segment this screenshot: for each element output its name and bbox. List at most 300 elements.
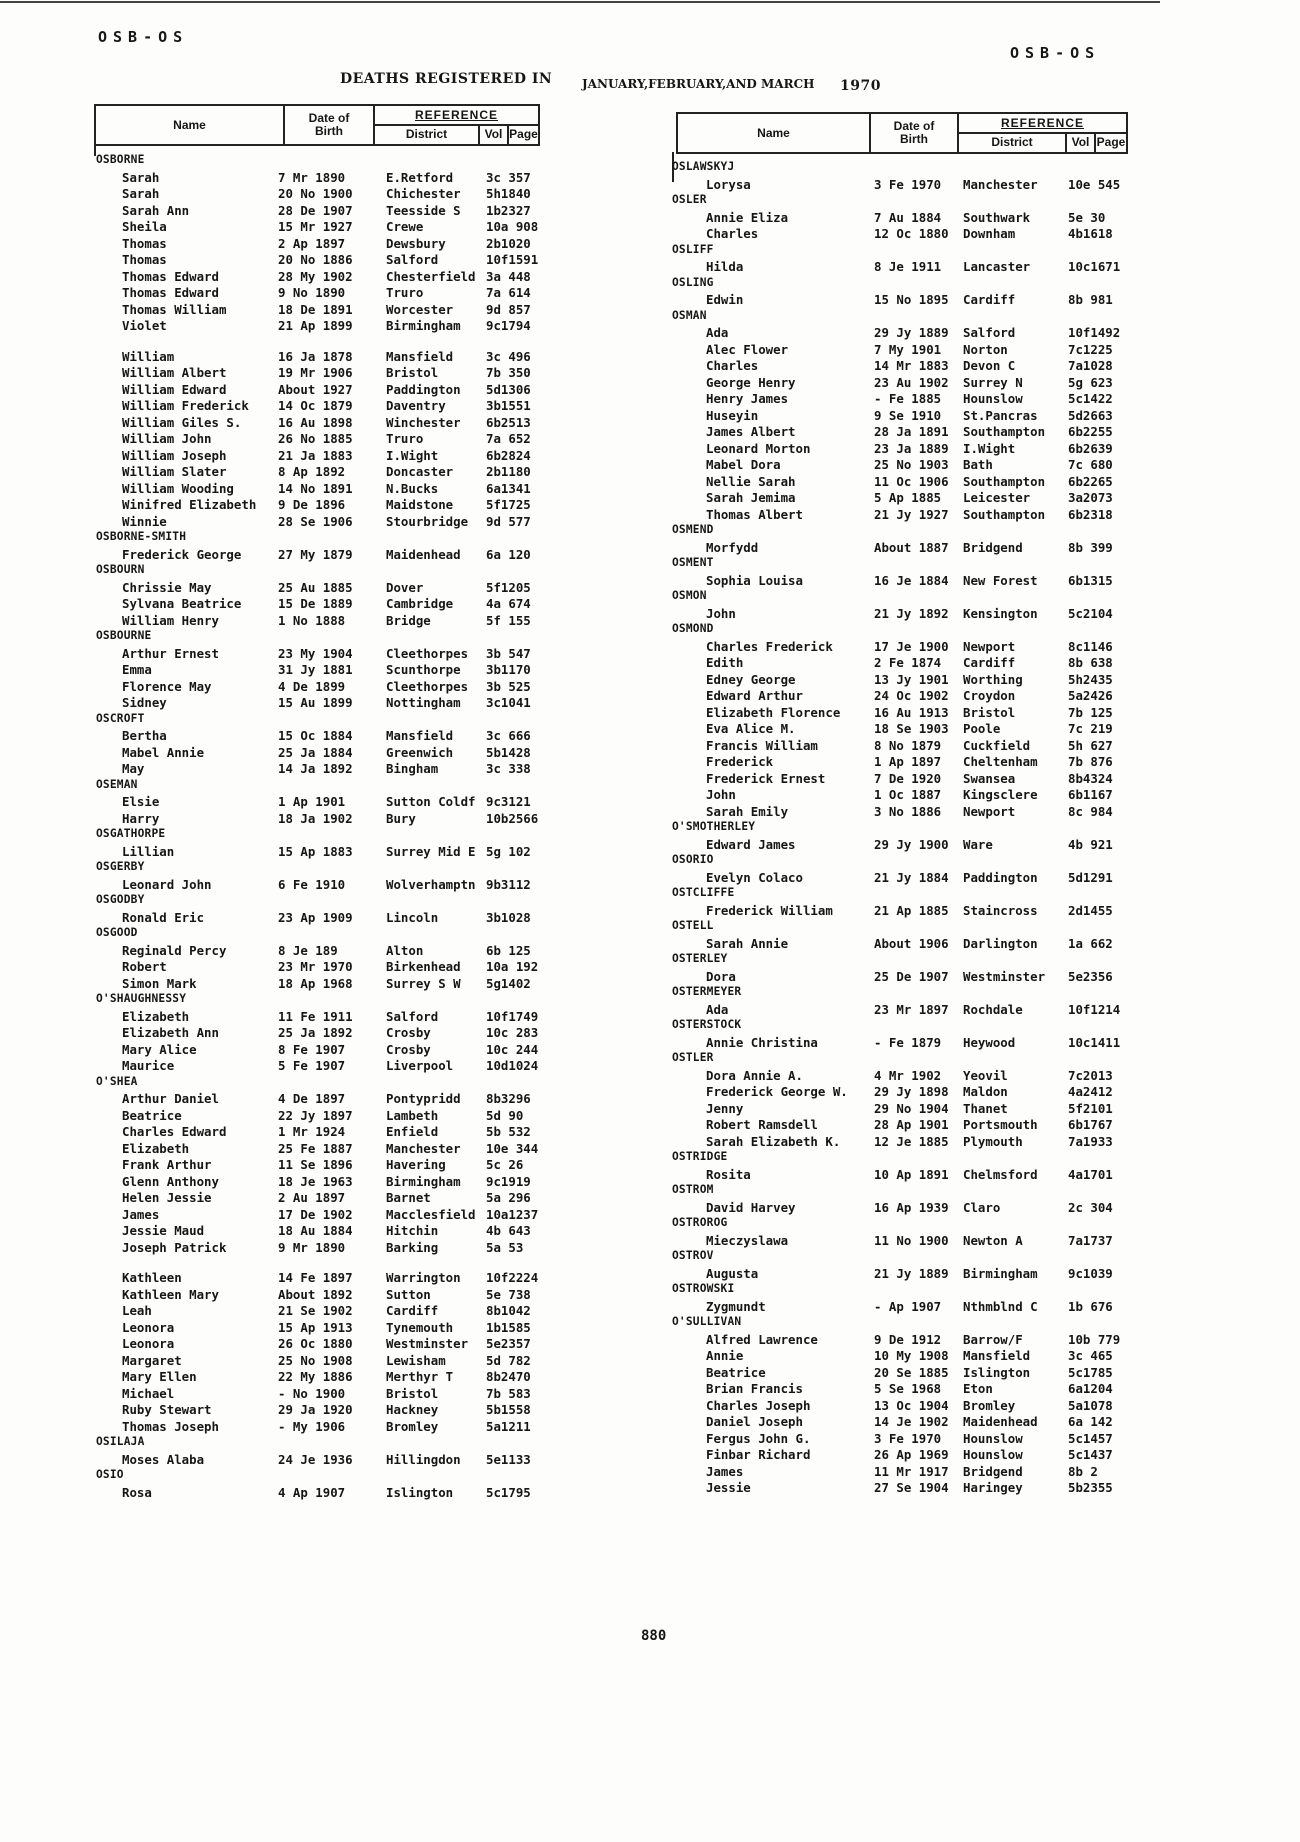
- entry-district: Newton A: [963, 1232, 1023, 1248]
- entry-reference: 6b2318: [1068, 506, 1113, 522]
- entry-date-of-birth: About 1887: [874, 539, 949, 555]
- entry-name: Mabel Dora: [706, 457, 781, 472]
- entry-name: Thomas Edward: [122, 268, 219, 284]
- entry-reference: 9c1919: [486, 1173, 531, 1189]
- entry-row: [676, 1348, 1136, 1365]
- entry-reference: 6b 125: [486, 942, 531, 958]
- surname-heading: [672, 1216, 1136, 1233]
- surname-heading: [672, 275, 1136, 293]
- entry-district: Bristol: [386, 1385, 439, 1401]
- entry-date-of-birth: 15 Oc 1884: [278, 728, 353, 743]
- entry-row: [676, 1068, 1136, 1085]
- entry-name: Mieczyslawa: [706, 1232, 789, 1248]
- entry-row: [94, 497, 554, 514]
- entry-date-of-birth: 9 Se 1910: [874, 407, 942, 423]
- entry-date-of-birth: 2 Au 1897: [278, 1190, 346, 1205]
- entry-reference: 3b1170: [486, 662, 531, 677]
- entry-district: N.Bucks: [386, 480, 439, 496]
- entry-name: Francis William: [706, 737, 818, 753]
- entry-date-of-birth: 18 Se 1903: [874, 721, 949, 736]
- entry-name: Bertha: [122, 728, 167, 743]
- entry-date-of-birth: 4 Ap 1907: [278, 1484, 346, 1500]
- entry-date-of-birth: 17 Je 1900: [874, 638, 949, 654]
- entry-row: [94, 1042, 554, 1059]
- entry-reference: 4a 674: [486, 596, 531, 611]
- entry-name: Sidney: [122, 695, 167, 710]
- entry-row: [676, 490, 1136, 507]
- entry-date-of-birth: 1 Mr 1924: [278, 1124, 346, 1139]
- entry-row: [94, 415, 554, 432]
- surname-heading: [672, 985, 1136, 1002]
- entry-district: Warrington: [386, 1270, 461, 1285]
- entry-reference: 7a 652: [486, 431, 531, 446]
- entry-district: Stourbridge: [386, 513, 469, 529]
- entry-name: Augusta: [706, 1265, 759, 1281]
- entry-district: Surrey N: [963, 374, 1023, 390]
- surname-heading: [672, 523, 1136, 540]
- surname-label: OSMEND: [672, 523, 714, 536]
- entry-reference: 4a1701: [1068, 1166, 1113, 1182]
- entry-district: New Forest: [963, 572, 1038, 588]
- entry-row: [94, 1303, 554, 1320]
- entry-reference: 5a1078: [1068, 1397, 1113, 1413]
- entry-row: [94, 1386, 554, 1403]
- entry-date-of-birth: 1 No 1888: [278, 612, 346, 628]
- entry-date-of-birth: 23 Ja 1889: [874, 440, 949, 456]
- entry-date-of-birth: - Ap 1907: [874, 1298, 942, 1314]
- entry-district: Mansfield: [386, 348, 454, 364]
- entry-district: Rochdale: [963, 1001, 1023, 1017]
- entry-reference: 10c1671: [1068, 259, 1121, 274]
- entry-reference: 5h 627: [1068, 737, 1113, 753]
- entry-row: [94, 811, 554, 828]
- entry-reference: 3b1551: [486, 398, 531, 413]
- entry-row: [94, 613, 554, 630]
- entry-name: May: [122, 761, 145, 776]
- entry-reference: 5g1402: [486, 975, 531, 991]
- entry-date-of-birth: 21 Jy 1927: [874, 506, 949, 522]
- entry-row: [676, 1299, 1136, 1316]
- entry-reference: 5e2356: [1068, 968, 1113, 984]
- surname-heading: [672, 589, 1136, 606]
- entry-date-of-birth: 29 Ja 1920: [278, 1402, 353, 1417]
- entry-row: [94, 662, 554, 679]
- entry-row: [676, 226, 1136, 243]
- entry-district: Scunthorpe: [386, 662, 461, 677]
- entry-name: William Henry: [122, 612, 219, 628]
- entry-name: Kathleen: [122, 1270, 182, 1285]
- entry-district: Portsmouth: [963, 1117, 1038, 1132]
- entry-name: Frederick William: [706, 902, 833, 918]
- entry-name: George Henry: [706, 374, 796, 390]
- entry-district: Mansfield: [386, 728, 454, 743]
- entry-name: Simon Mark: [122, 975, 197, 991]
- entry-row: [94, 318, 554, 335]
- entry-reference: 9b3112: [486, 876, 531, 892]
- entry-reference: 3c 496: [486, 348, 531, 364]
- entry-district: Ware: [963, 836, 993, 852]
- entry-date-of-birth: 12 Je 1885: [874, 1133, 949, 1149]
- entry-row: [676, 424, 1136, 441]
- entry-name: Evelyn Colaco: [706, 869, 803, 885]
- entry-district: Surrey S W: [386, 975, 461, 991]
- entry-reference: 10a 192: [486, 959, 539, 974]
- surname-label: OSTROROG: [672, 1216, 728, 1229]
- entry-district: Lancaster: [963, 259, 1031, 274]
- entry-reference: 8b 981: [1068, 292, 1113, 307]
- entry-date-of-birth: 24 Oc 1902: [874, 688, 949, 703]
- entry-district: Hillingdon: [386, 1451, 461, 1467]
- entry-row: [94, 1174, 554, 1191]
- entry-date-of-birth: 14 Mr 1883: [874, 358, 949, 373]
- entry-date-of-birth: 1 Ap 1897: [874, 754, 942, 769]
- entry-district: Maidstone: [386, 497, 454, 512]
- entry-row: [94, 1402, 554, 1419]
- entry-row: [94, 646, 554, 663]
- entry-name: Robert Ramsdell: [706, 1117, 818, 1132]
- entry-row: [94, 877, 554, 894]
- surname-label: OSMOND: [672, 622, 714, 635]
- entry-row: [676, 870, 1136, 887]
- entry-reference: 5a 53: [486, 1239, 524, 1255]
- entry-reference: 6b1167: [1068, 787, 1113, 802]
- entry-reference: 10c 283: [486, 1025, 539, 1040]
- entry-name: John: [706, 787, 736, 802]
- entry-name: Elizabeth: [122, 1008, 190, 1024]
- surname-heading: [672, 886, 1136, 903]
- entry-row: [94, 1287, 554, 1304]
- entry-reference: 5b1428: [486, 744, 531, 760]
- entry-reference: 5d2663: [1068, 407, 1113, 423]
- entry-name: Lillian: [122, 843, 175, 859]
- entry-district: Worthing: [963, 671, 1023, 687]
- entry-reference: 5b1558: [486, 1402, 531, 1417]
- entry-date-of-birth: 20 No 1900: [278, 186, 353, 201]
- entry-row: [676, 639, 1136, 656]
- entry-district: Downham: [963, 226, 1016, 241]
- entry-row: [676, 342, 1136, 359]
- entry-reference: 4b1618: [1068, 226, 1113, 241]
- surname-label: OSBORNE: [96, 153, 145, 166]
- surname-label: OSTRIDGE: [672, 1150, 728, 1163]
- entry-date-of-birth: 16 Ja 1878: [278, 348, 353, 364]
- entry-date-of-birth: - My 1906: [278, 1418, 346, 1434]
- entry-name: Charles: [706, 226, 759, 241]
- entry-date-of-birth: 1 Oc 1887: [874, 787, 942, 802]
- entry-reference: 4a2412: [1068, 1084, 1113, 1099]
- entry-name: Morfydd: [706, 539, 759, 555]
- entry-reference: 5e 738: [486, 1286, 531, 1302]
- surname-label: OSTELL: [672, 919, 714, 932]
- surname-label: OSTROWSKI: [672, 1282, 735, 1295]
- surname-heading: [94, 629, 554, 646]
- entry-row: [676, 804, 1136, 821]
- surname-heading: [672, 1315, 1136, 1332]
- entry-district: Macclesfield: [386, 1206, 476, 1222]
- entry-reference: 5c1457: [1068, 1430, 1113, 1446]
- entry-row: [676, 1101, 1136, 1118]
- entry-date-of-birth: 28 De 1907: [278, 202, 353, 218]
- entry-row: [676, 1002, 1136, 1019]
- code-right: OSB-OS: [1010, 44, 1101, 62]
- entry-name: Annie Christina: [706, 1034, 818, 1050]
- entry-district: Surrey Mid E: [386, 843, 476, 859]
- entry-reference: 7a1933: [1068, 1133, 1113, 1149]
- header-vol: Vol: [1071, 135, 1090, 149]
- entry-district: Manchester: [963, 176, 1038, 192]
- entry-name: Violet: [122, 318, 167, 333]
- entry-reference: 2c 304: [1068, 1199, 1113, 1215]
- entry-district: Liverpool: [386, 1058, 454, 1073]
- surname-label: OSTROV: [672, 1249, 714, 1262]
- entry-name: Winifred Elizabeth: [122, 497, 257, 512]
- entry-row: [94, 448, 554, 465]
- right-entries: [672, 160, 1136, 1497]
- entry-date-of-birth: 7 De 1920: [874, 770, 942, 786]
- entry-name: Mary Ellen: [122, 1369, 197, 1384]
- entry-district: Dewsbury: [386, 235, 446, 251]
- entry-reference: 6b2824: [486, 447, 531, 463]
- entry-district: Barking: [386, 1239, 439, 1255]
- entry-date-of-birth: 4 De 1899: [278, 678, 346, 694]
- entry-name: Glenn Anthony: [122, 1173, 219, 1189]
- entry-reference: 3a2073: [1068, 490, 1113, 505]
- entry-reference: 6b1315: [1068, 572, 1113, 588]
- entry-reference: 5c2104: [1068, 605, 1113, 621]
- surname-heading: [94, 1075, 554, 1092]
- entry-district: Hitchin: [386, 1223, 439, 1238]
- entry-name: Henry James: [706, 391, 789, 406]
- entry-name: William Edward: [122, 381, 227, 397]
- entry-name: Lorysa: [706, 176, 751, 192]
- entry-name: Beatrice: [122, 1107, 182, 1123]
- entry-name: James Albert: [706, 424, 796, 439]
- surname-heading: [672, 1150, 1136, 1167]
- entry-date-of-birth: 9 De 1912: [874, 1331, 942, 1347]
- entry-date-of-birth: 12 Oc 1880: [874, 226, 949, 241]
- surname-heading: [672, 242, 1136, 260]
- entry-date-of-birth: 15 Au 1899: [278, 695, 353, 710]
- entry-row: [94, 1141, 554, 1158]
- entry-date-of-birth: 16 Au 1913: [874, 704, 949, 720]
- surname-heading: [672, 1282, 1136, 1299]
- entry-row: [94, 976, 554, 993]
- entry-district: Maidenhead: [963, 1414, 1038, 1429]
- entry-row: [94, 679, 554, 696]
- entry-date-of-birth: 15 Ap 1913: [278, 1319, 353, 1335]
- entry-row: [94, 910, 554, 927]
- entry-name: Eva Alice M.: [706, 721, 796, 736]
- entry-name: Edith: [706, 655, 744, 670]
- entry-date-of-birth: 11 No 1900: [874, 1232, 949, 1248]
- header-name: Name: [757, 125, 790, 140]
- entry-district: Enfield: [386, 1124, 439, 1139]
- surname-label: OSCROFT: [96, 711, 145, 725]
- entry-name: David Harvey: [706, 1199, 796, 1215]
- entry-row: [676, 177, 1136, 194]
- left-table-header: [94, 104, 540, 146]
- entry-date-of-birth: 29 Jy 1898: [874, 1084, 949, 1099]
- entry-date-of-birth: 9 De 1896: [278, 497, 346, 512]
- entry-district: Hackney: [386, 1402, 439, 1417]
- entry-district: Cambridge: [386, 596, 454, 611]
- surname-label: OSTROM: [672, 1183, 714, 1196]
- entry-district: Teesside S: [386, 202, 461, 218]
- surname-label: OSTERSTOCK: [672, 1018, 742, 1031]
- entry-district: Nottingham: [386, 695, 461, 710]
- entry-row: [676, 1200, 1136, 1217]
- entry-district: Chelmsford: [963, 1166, 1038, 1182]
- entry-date-of-birth: - Fe 1879: [874, 1034, 942, 1050]
- surname-label: OSLING: [672, 275, 714, 289]
- entry-row: [676, 1084, 1136, 1101]
- entry-name: Edward James: [706, 836, 796, 852]
- entry-reference: 6a 142: [1068, 1414, 1113, 1429]
- entry-district: Heywood: [963, 1034, 1016, 1050]
- entry-reference: 10f1214: [1068, 1001, 1121, 1017]
- entry-reference: 5c1437: [1068, 1447, 1113, 1462]
- entry-reference: 10b 779: [1068, 1331, 1121, 1347]
- entry-name: Frank Arthur: [122, 1157, 212, 1172]
- entry-row: [676, 210, 1136, 227]
- entry-row: [676, 507, 1136, 524]
- entry-date-of-birth: 7 Au 1884: [874, 209, 942, 225]
- entry-reference: 5h2435: [1068, 671, 1113, 687]
- entry-date-of-birth: 31 Jy 1881: [278, 662, 353, 677]
- entry-row: [676, 1266, 1136, 1283]
- entry-row: [94, 580, 554, 597]
- header-reference: REFERENCE: [1000, 116, 1084, 130]
- entry-name: Sarah Elizabeth K.: [706, 1133, 841, 1149]
- entry-district: Bath: [963, 457, 993, 472]
- entry-name: Michael: [122, 1385, 175, 1401]
- entry-district: Bridgend: [963, 539, 1023, 555]
- surname-label: OSGERBY: [96, 860, 145, 873]
- entry-row: [94, 1124, 554, 1141]
- entry-name: William Slater: [122, 464, 227, 479]
- entry-reference: 7b 125: [1068, 704, 1113, 720]
- entry-row: [94, 1485, 554, 1502]
- entry-district: Havering: [386, 1157, 446, 1172]
- entry-row: [676, 655, 1136, 672]
- entry-reference: 5d1291: [1068, 869, 1113, 885]
- entry-name: Thomas Albert: [706, 506, 803, 522]
- entry-date-of-birth: 8 Je 1911: [874, 259, 942, 274]
- surname-heading: [672, 919, 1136, 936]
- entry-district: Hounslow: [963, 1447, 1023, 1462]
- entry-date-of-birth: 21 Ap 1899: [278, 318, 353, 333]
- page-title: DEATHS REGISTERED IN: [340, 71, 553, 87]
- page-months: JANUARY,FEBRUARY,AND MARCH: [582, 77, 815, 91]
- entry-row: [676, 1381, 1136, 1398]
- entry-row: [676, 1447, 1136, 1464]
- entry-row: [94, 1058, 554, 1075]
- entry-district: Newport: [963, 803, 1016, 819]
- entry-district: Wolverhamptn: [386, 876, 476, 892]
- entry-name: William Giles S.: [122, 414, 242, 430]
- entry-district: Southwark: [963, 209, 1031, 225]
- entry-date-of-birth: 21 Ap 1885: [874, 902, 949, 918]
- surname-label: O'SHAUGHNESSY: [96, 992, 187, 1005]
- entry-district: Paddington: [963, 869, 1038, 885]
- entry-row: [94, 431, 554, 448]
- entry-date-of-birth: 15 Ap 1883: [278, 843, 353, 859]
- entry-reference: 6b2513: [486, 414, 531, 430]
- entry-reference: 10f2224: [486, 1270, 539, 1285]
- header-reference: REFERENCE: [414, 108, 498, 122]
- entry-row: [676, 1117, 1136, 1134]
- entry-reference: 5c1422: [1068, 391, 1113, 406]
- entry-district: Truro: [386, 431, 424, 446]
- entry-name: Harry: [122, 810, 160, 826]
- entry-date-of-birth: 16 Ap 1939: [874, 1199, 949, 1215]
- entry-district: Crosby: [386, 1025, 431, 1040]
- entry-name: Jessie Maud: [122, 1223, 205, 1238]
- entry-name: Frederick: [706, 754, 774, 769]
- entry-name: Thomas Joseph: [122, 1418, 219, 1434]
- header-page: Page: [509, 127, 538, 141]
- entry-row: [94, 186, 554, 203]
- surname-heading: [672, 1183, 1136, 1200]
- entry-district: Chesterfield: [386, 268, 476, 284]
- entry-date-of-birth: 10 Ap 1891: [874, 1166, 949, 1182]
- entry-reference: 6b1767: [1068, 1117, 1113, 1132]
- entry-name: Sarah Emily: [706, 803, 789, 819]
- entry-district: Hounslow: [963, 1430, 1023, 1446]
- entry-date-of-birth: 25 De 1907: [874, 968, 949, 984]
- entry-reference: 3c 666: [486, 728, 531, 743]
- entry-district: Maidenhead: [386, 546, 461, 562]
- entry-row: [676, 474, 1136, 491]
- header-dob: Date of Birth: [893, 119, 935, 146]
- entry-reference: 6a1341: [486, 480, 531, 496]
- entry-date-of-birth: 3 Fe 1970: [874, 176, 942, 192]
- entry-row: [94, 1190, 554, 1207]
- entry-row: [94, 1207, 554, 1224]
- entry-name: Thomas William: [122, 301, 227, 317]
- entry-name: James: [122, 1206, 160, 1222]
- entry-district: Norton: [963, 341, 1008, 357]
- entry-row: [94, 1009, 554, 1026]
- entry-row: [676, 573, 1136, 590]
- entry-date-of-birth: 6 Fe 1910: [278, 876, 346, 892]
- surname-label: OSGATHORPE: [96, 827, 166, 840]
- entry-name: Winnie: [122, 513, 167, 529]
- page-number: 880: [641, 1628, 667, 1644]
- entry-row: [94, 398, 554, 415]
- entry-district: Kingsclere: [963, 787, 1038, 802]
- right-table-header: [676, 112, 1128, 154]
- entry-name: Rosita: [706, 1166, 751, 1182]
- entry-date-of-birth: 22 My 1886: [278, 1369, 353, 1384]
- surname-label: OSGOOD: [96, 926, 138, 939]
- entry-reference: 10a1237: [486, 1206, 539, 1222]
- entry-row: [94, 365, 554, 382]
- entry-reference: 10f1591: [486, 252, 539, 267]
- entry-reference: 5h1840: [486, 186, 531, 201]
- entry-name: Alec Flower: [706, 341, 789, 357]
- entry-row: [94, 382, 554, 399]
- entry-reference: 5e1133: [486, 1451, 531, 1467]
- entry-reference: 1b1585: [486, 1319, 531, 1335]
- scan-top-line: [0, 1, 1160, 3]
- surname-label: OSMENT: [672, 556, 714, 569]
- entry-date-of-birth: 27 My 1879: [278, 546, 353, 562]
- entry-row: [94, 547, 554, 564]
- entry-date-of-birth: 18 Je 1963: [278, 1173, 353, 1189]
- entry-name: William Frederick: [122, 398, 249, 413]
- entry-date-of-birth: 24 Je 1936: [278, 1451, 353, 1467]
